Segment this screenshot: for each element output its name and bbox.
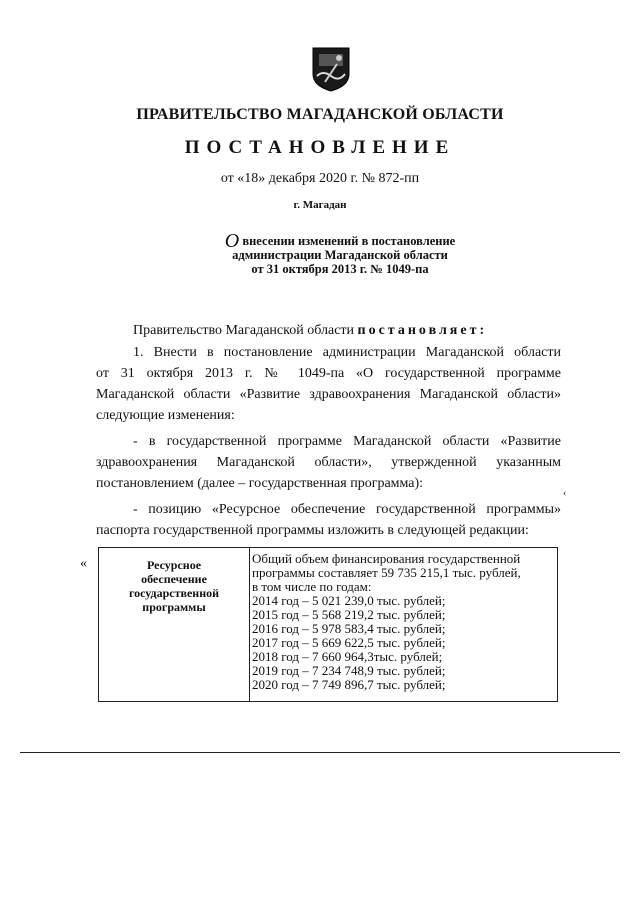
right-cell-line: 2014 год – 5 021 239,0 тыс. рублей; bbox=[252, 593, 446, 608]
right-cell-line: программы составляет 59 735 215,1 тыс. рублей, bbox=[252, 565, 521, 580]
open-quote: « bbox=[80, 556, 87, 571]
sub2-line-1: - позицию «Ресурсное обеспечение государственной программы» bbox=[133, 502, 561, 517]
city: г. Магадан bbox=[293, 199, 347, 211]
subject-line-1: внесении изменений в постановление bbox=[242, 234, 456, 248]
item1-line-4: следующие изменения: bbox=[96, 408, 235, 423]
margin-mark: ‹ bbox=[563, 488, 567, 499]
right-cell-line: 2016 год – 5 978 583,4 тыс. рублей; bbox=[252, 621, 446, 636]
right-cell-line: 2020 год – 7 749 896,7 тыс. рублей; bbox=[252, 677, 446, 692]
item1-line-1: 1. Внести в постановление администрации Магаданской области bbox=[133, 345, 561, 360]
date-number: от «18» декабря 2020 г. № 872-пп bbox=[220, 171, 420, 186]
intro-resolves: постановляет: bbox=[357, 323, 488, 338]
table-right-cell bbox=[252, 552, 556, 692]
sub1-line-3: постановлением (далее – государственная программа): bbox=[96, 476, 424, 491]
coat-of-arms-icon bbox=[311, 46, 351, 92]
government-name: ПРАВИТЕЛЬСТВО МАГАДАНСКОЙ ОБЛАСТИ bbox=[136, 106, 504, 123]
subject-block bbox=[195, 230, 485, 276]
intro-paragraph bbox=[133, 320, 563, 341]
left-cell-line: обеспечение bbox=[141, 572, 207, 586]
bottom-divider bbox=[20, 752, 620, 753]
item1-line-2: от 31 октября 2013 г. № 1049-па «О государственной программе bbox=[96, 366, 561, 381]
table-left-cell bbox=[99, 548, 250, 701]
right-cell-line: 2017 год – 5 669 622,5 тыс. рублей; bbox=[252, 635, 446, 650]
sub1-line-2: здравоохранения Магаданской области», утвержденной указанным bbox=[96, 455, 561, 470]
right-cell-line: 2015 год – 5 568 219,2 тыс. рублей; bbox=[252, 607, 446, 622]
left-cell-line: программы bbox=[142, 600, 206, 614]
right-cell-line: 2019 год – 7 234 748,9 тыс. рублей; bbox=[252, 663, 446, 678]
sub1-line-1: - в государственной программе Магаданской области «Развитие bbox=[133, 434, 561, 449]
subject-first-letter: О bbox=[224, 230, 240, 252]
resource-table bbox=[98, 547, 558, 702]
left-cell-line: государственной bbox=[128, 586, 220, 600]
left-cell-line: Ресурсное bbox=[146, 558, 202, 572]
right-cell-line: Общий объем финансирования государственной bbox=[252, 551, 521, 566]
sub2-line-2: паспорта государственной программы изложить в следующей редакции: bbox=[96, 523, 529, 538]
right-cell-line: 2018 год – 7 660 964,3тыс. рублей; bbox=[252, 649, 443, 664]
document-type: ПОСТАНОВЛЕНИЕ bbox=[184, 137, 456, 158]
subject-line-3: от 31 октября 2013 г. № 1049-па bbox=[251, 262, 429, 276]
item1-line-3: Магаданской области «Развитие здравоохранения Магаданской области» bbox=[96, 387, 561, 402]
right-cell-line: в том числе по годам: bbox=[252, 579, 372, 594]
intro-text: Правительство Магаданской области bbox=[133, 323, 355, 338]
subject-line-2: администрации Магаданской области bbox=[232, 248, 448, 262]
